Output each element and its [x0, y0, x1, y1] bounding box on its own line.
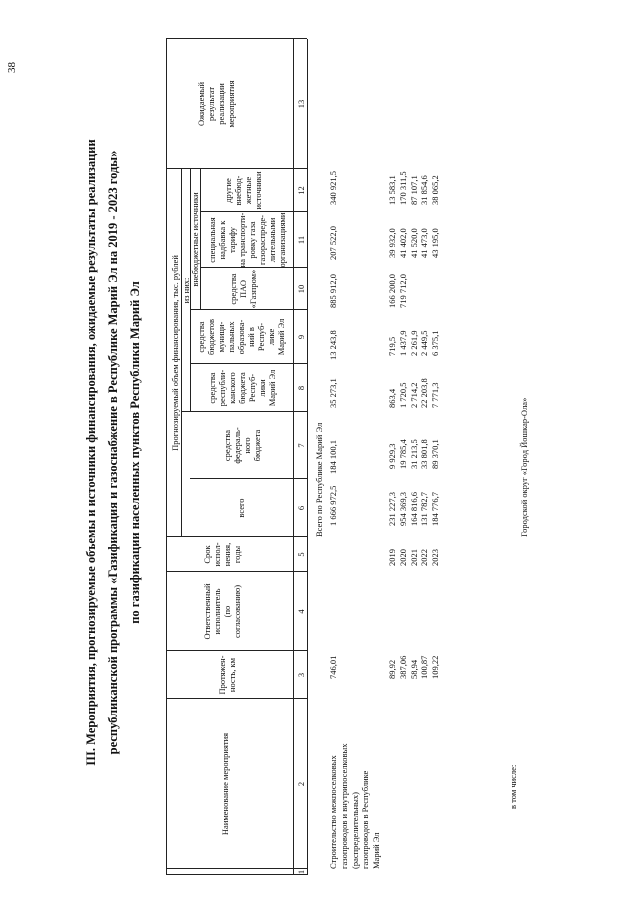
- header-gazprom: средства ПАО «Газпром»: [228, 269, 258, 309]
- year-municipal: 1 437,9: [397, 330, 408, 356]
- year-republic-column: [387, 378, 441, 408]
- table-left-border: [166, 874, 307, 875]
- year-gazprom-column: [387, 274, 409, 308]
- year-total: 184 776,7: [430, 492, 441, 526]
- year-federal: 19 785,4: [397, 439, 408, 469]
- header-length: Протяжен- ность, км: [217, 655, 237, 695]
- year-surcharge: 41 473,0: [419, 228, 430, 258]
- year-value: 2022: [419, 549, 430, 566]
- main-item-federal: 184 100,1: [328, 440, 338, 474]
- page-number: 38: [6, 62, 18, 73]
- column-number: 8: [296, 385, 306, 391]
- header-executor: Ответственный исполнитель (по согласованию): [202, 583, 242, 640]
- year-municipal: 2 449,5: [419, 330, 430, 356]
- main-item-length: 746,01: [328, 655, 338, 679]
- including-label: в том числе:: [508, 764, 518, 809]
- column-number: 11: [296, 235, 306, 245]
- main-item-gazprom: 885 912,0: [328, 274, 338, 308]
- column-number: 13: [296, 99, 306, 109]
- year-value: 2021: [408, 549, 419, 566]
- year-federal: 31 213,5: [408, 439, 419, 469]
- table-bottom-border: [307, 39, 308, 875]
- main-item-surcharge: 207 522,0: [328, 226, 338, 260]
- header-total: всего: [236, 498, 246, 518]
- main-item-republic: 35 273,1: [328, 378, 338, 408]
- header-forecast: Прогнозируемый объем финансирования, тыс. рублей: [170, 255, 180, 451]
- year-other: 170 311,5: [397, 171, 408, 205]
- column-number: 3: [296, 672, 306, 678]
- year-federal-column: [387, 439, 441, 469]
- col-1-2-rule: [166, 868, 307, 869]
- year-total: 954 369,3: [397, 492, 408, 526]
- header-republic: средства республи- канского бюджета Респуб- лики Марий Эл: [207, 369, 277, 407]
- column-number: 6: [296, 505, 306, 511]
- column-number: 7: [296, 443, 306, 448]
- column-number: 2: [296, 781, 306, 787]
- extrabudget-rule: [200, 169, 201, 310]
- year-federal: 89 370,1: [430, 439, 441, 469]
- main-item-municipal: 13 243,8: [328, 330, 338, 360]
- year-length: 58,94: [408, 659, 419, 679]
- page-title-line-1: III. Мероприятия, прогнозируемые объемы и источники финансирования, ожидаемые результаты реализации: [84, 139, 98, 766]
- year-republic: 1 720,5: [397, 382, 408, 408]
- year-total-column: [387, 492, 441, 526]
- year-other: 38 065,2: [430, 175, 441, 205]
- year-other: 31 854,6: [419, 175, 430, 205]
- main-item-name: Строительство межпоселковых газопроводов и внутрипоселковых (распределительных) газопроводов в Республике Марий Эл: [328, 743, 382, 869]
- column-number: 9: [296, 334, 306, 340]
- year-length: 109,22: [430, 655, 441, 679]
- header-including: из них:: [181, 277, 191, 304]
- page-title-line-2: республиканской программы «Газификация и газоснабжение в Республике Марий Эл на 2019 - 2023 годы»: [106, 150, 120, 755]
- header-period: Срок испол- нения, годы: [202, 542, 242, 567]
- table-top-border: [166, 39, 167, 875]
- year-republic: 863,4: [387, 388, 397, 408]
- year-municipal: 2 261,9: [408, 330, 419, 356]
- header-result: Ожидаемый результат реализации мероприятия: [196, 80, 236, 128]
- column-number: 1: [296, 869, 306, 875]
- header-municipal: средства бюджетов муници- пальных образова- ний в Респуб- лике Марий Эл: [196, 318, 286, 356]
- year-gazprom: 719 712,0: [397, 274, 408, 308]
- year-federal: 33 801,8: [419, 439, 430, 469]
- year-length-column: [387, 656, 441, 679]
- year-surcharge: 41 402,0: [397, 228, 408, 258]
- header-surcharge: специальная надбавка к тарифу на транспорти- ровку газа газораспреде- лительными организациями: [207, 212, 287, 268]
- year-value: 2023: [430, 549, 441, 566]
- year-surcharge: 39 932,0: [387, 228, 397, 258]
- table-right-border: [166, 38, 307, 39]
- year-length: 89,92: [387, 659, 397, 679]
- column-number: 4: [296, 609, 306, 614]
- year-length: 387,06: [397, 655, 408, 679]
- year-other: 13 583,1: [387, 175, 397, 205]
- year-municipal: 6 375,1: [430, 330, 441, 356]
- column-number: 5: [296, 552, 306, 557]
- year-municipal-column: [387, 331, 441, 357]
- city-label: Городской округ «Город Йошкар-Ола»: [519, 397, 529, 537]
- year-value: 2020: [397, 549, 408, 566]
- year-other-column: [387, 171, 441, 205]
- year-federal: 9 929,3: [387, 443, 397, 469]
- header-name: Наименование мероприятия: [220, 732, 230, 836]
- year-republic: 7 771,3: [430, 382, 441, 408]
- year-length: 100,87: [419, 655, 430, 679]
- year-municipal: 719,5: [387, 336, 397, 356]
- year-surcharge: 43 195,0: [430, 228, 441, 258]
- page-title-line-3: по газификации населенных пунктов Республики Марий Эл: [128, 281, 142, 624]
- year-republic: 2 714,2: [408, 382, 419, 408]
- main-item-other: 340 921,5: [328, 171, 338, 205]
- header-federal: средства федераль- ного бюджета: [222, 427, 262, 464]
- year-surcharge: 41 520,0: [408, 228, 419, 258]
- year-total: 231 227,3: [387, 492, 397, 526]
- column-number: 10: [296, 284, 306, 294]
- year-republic: 22 203,8: [419, 378, 430, 408]
- year-gazprom: 166 200,0: [387, 274, 397, 308]
- year-period-column: [387, 549, 441, 566]
- header-other: другие внебюд- жетные источники: [223, 171, 263, 210]
- year-value: 2019: [387, 549, 397, 566]
- main-item-total: 1 666 972,5: [328, 485, 338, 526]
- year-surcharge-column: [387, 228, 441, 258]
- year-total: 131 782,7: [419, 492, 430, 526]
- year-other: 87 107,1: [408, 175, 419, 205]
- section-total-label: Всего по Республике Марий Эл: [314, 422, 324, 537]
- header-bottom-rule: [293, 39, 294, 875]
- year-total: 164 816,6: [408, 492, 419, 526]
- column-number: 12: [296, 186, 306, 195]
- header-extrabudget: внебюджетные источники: [190, 192, 200, 287]
